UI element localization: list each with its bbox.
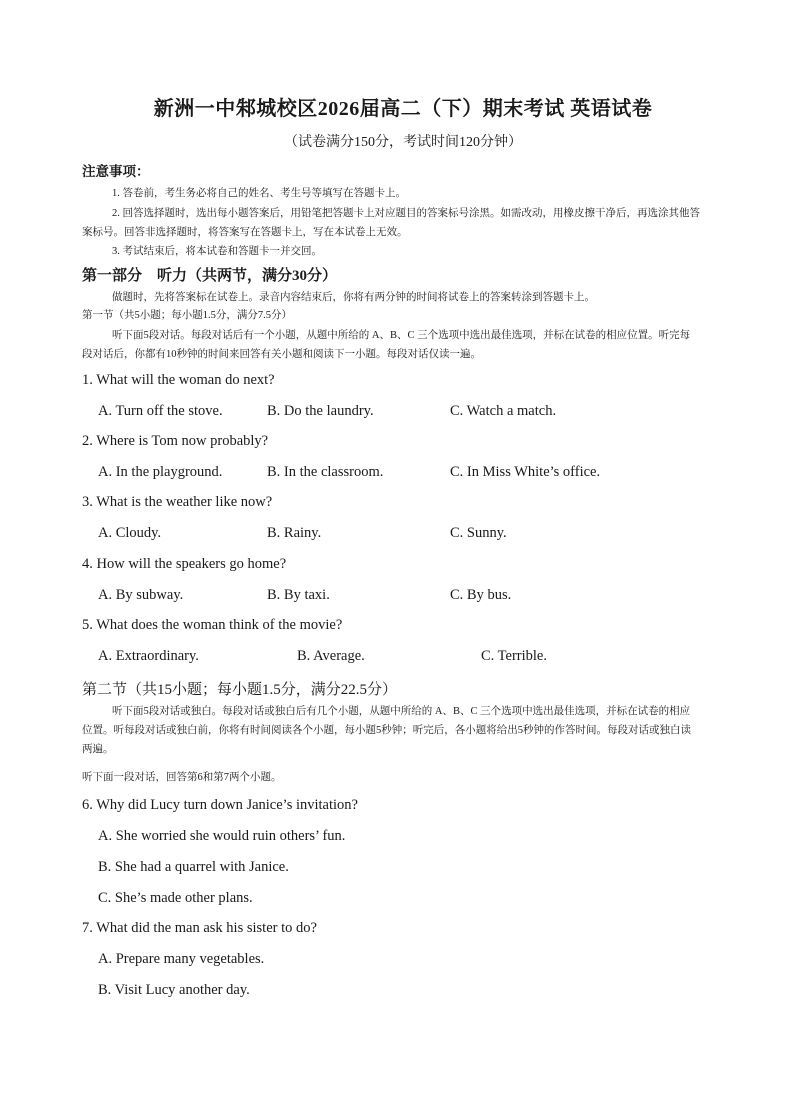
dialog-6-intro: 听下面一段对话，回答第6和第7两个小题。: [82, 772, 282, 783]
question-7: 7. What did the man ask his sister to do?: [82, 920, 317, 936]
section2-instruction-1: 听下面5段对话或独白。每段对话或独白后有几个小题，从题中所给的 A、B、C 三个选项中选出最佳选项，并标在试卷的相应: [112, 706, 691, 717]
section1-instruction-1: 听下面5段对话。每段对话后有一个小题，从题中所给的 A、B、C 三个选项中选出最佳选项，并标在试卷的相应位置。听完每: [112, 330, 691, 341]
question-2: 2. Where is Tom now probably?: [82, 433, 269, 449]
q2-option-b: B. In the classroom.: [267, 464, 384, 480]
q3-option-a: A. Cloudy.: [98, 525, 162, 541]
part1-instruction: 做题时，先将答案标在试卷上。录音内容结束后，你将有两分钟的时间将试卷上的答案转涂到答题卡上。: [112, 292, 595, 303]
q5-option-c: C. Terrible.: [481, 648, 547, 664]
section2-instruction-2: 位置。听每段对话或独白前，你将有时间阅读各个小题，每小题5秒钟；听完后，各小题将给出5秒钟的作答时间。每段对话或独白读: [82, 725, 691, 736]
section2-instruction-3: 两遍。: [82, 744, 114, 755]
question-5: 5. What does the woman think of the movie?: [82, 617, 343, 633]
q3-option-b: B. Rainy.: [267, 525, 322, 541]
q6-option-a: A. She worried she would ruin others’ fun.: [98, 828, 346, 844]
section1-heading: 第一节（共5小题；每小题1.5分，满分7.5分）: [82, 310, 292, 321]
q1-option-a: A. Turn off the stove.: [98, 403, 223, 419]
question-4: 4. How will the speakers go home?: [82, 556, 287, 572]
q6-option-b: B. She had a quarrel with Janice.: [98, 859, 289, 875]
part1-heading: 第一部分 听力（共两节，满分30分）: [82, 268, 338, 284]
note-item-2-cont: 案标号。回答非选择题时，将答案写在答题卡上，写在本试卷上无效。: [82, 227, 408, 238]
exam-subtitle: （试卷满分150分，考试时间120分钟）: [284, 135, 522, 150]
q4-option-c: C. By bus.: [450, 587, 512, 603]
q5-option-a: A. Extraordinary.: [98, 648, 199, 664]
q4-option-a: A. By subway.: [98, 587, 184, 603]
q3-option-c: C. Sunny.: [450, 525, 507, 541]
section2-heading: 第二节（共15小题；每小题1.5分，满分22.5分）: [82, 682, 398, 698]
note-item-2: 2. 回答选择题时，选出每小题答案后，用铅笔把答题卡上对应题目的答案标号涂黑。如需改动，用橡皮擦干净后，再选涂其他答: [112, 208, 700, 219]
question-3: 3. What is the weather like now?: [82, 494, 273, 510]
q7-option-a: A. Prepare many vegetables.: [98, 951, 265, 967]
q6-option-c: C. She’s made other plans.: [98, 890, 253, 906]
q1-option-b: B. Do the laundry.: [267, 403, 374, 419]
q1-option-c: C. Watch a match.: [450, 403, 557, 419]
exam-title: 新洲一中邾城校区2026届高二（下）期末考试 英语试卷: [153, 98, 653, 120]
q4-option-b: B. By taxi.: [267, 587, 330, 603]
section1-instruction-2: 段对话后，你都有10秒钟的时间来回答有关小题和阅读下一小题。每段对话仅读一遍。: [82, 349, 481, 360]
q5-option-b: B. Average.: [297, 648, 365, 664]
note-item-1: 1. 答卷前，考生务必将自己的姓名、考生号等填写在答题卡上。: [112, 188, 406, 199]
q2-option-c: C. In Miss White’s office.: [450, 464, 601, 480]
question-1: 1. What will the woman do next?: [82, 372, 275, 388]
notes-heading: 注意事项：: [82, 164, 150, 179]
question-6: 6. Why did Lucy turn down Janice’s invitation?: [82, 797, 358, 813]
note-item-3: 3. 考试结束后，将本试卷和答题卡一并交回。: [112, 246, 322, 257]
q2-option-a: A. In the playground.: [98, 464, 223, 480]
q7-option-b: B. Visit Lucy another day.: [98, 982, 250, 998]
